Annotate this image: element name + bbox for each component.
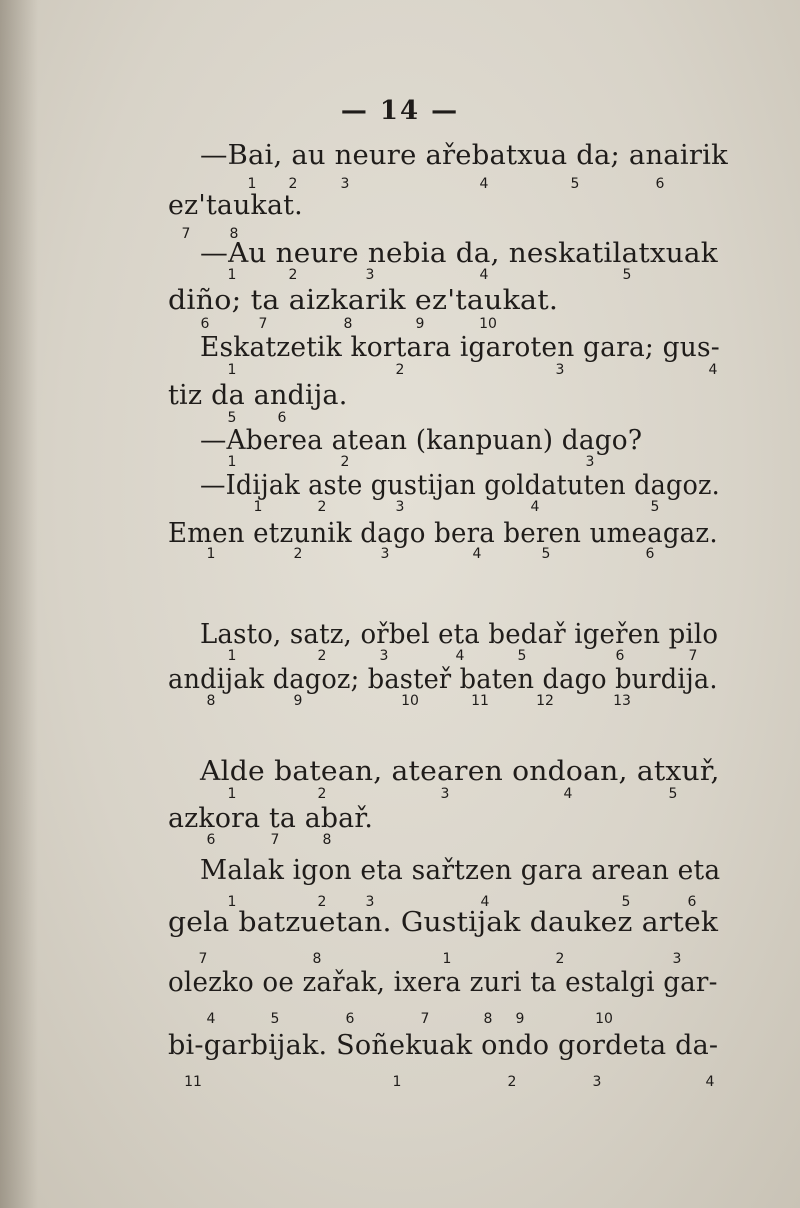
- text-line-4: diño; ta aizkarik ez'taukat.: [168, 285, 559, 316]
- word-index-number: 1: [227, 786, 237, 802]
- text-line-8: —Idijak aste gustijan goldatuten dagoz.: [200, 470, 720, 501]
- text-line-11: andijak dagoz; basteř baten dago burdija.: [168, 664, 718, 695]
- text-line-17: bi-garbijak. Soñekuak ondo gordeta da-: [168, 1030, 719, 1061]
- word-index-number: 8: [483, 1011, 493, 1027]
- word-index-number: 6: [277, 410, 287, 426]
- text-line-3: —Au neure nebia da, neskatilatxuak: [200, 238, 718, 269]
- word-index-number: 6: [345, 1011, 355, 1027]
- word-index-number: 5: [570, 176, 580, 192]
- word-index-number: 7: [181, 226, 191, 242]
- word-index-number: 2: [293, 546, 303, 562]
- text-line-14: Malak igon eta sařtzen gara arean eta: [200, 855, 721, 886]
- word-index-number: 5: [650, 499, 660, 515]
- word-index-number: 4: [455, 648, 465, 664]
- word-index-number: 8: [206, 693, 216, 709]
- word-index-number: 3: [340, 176, 350, 192]
- word-index-number: 6: [645, 546, 655, 562]
- word-index-number: 10: [479, 316, 497, 332]
- word-index-number: 8: [343, 316, 353, 332]
- text-line-6: tiz da andija.: [168, 380, 348, 411]
- word-index-number: 2: [288, 176, 298, 192]
- word-index-number: 1: [227, 648, 237, 664]
- word-index-number: 4: [480, 894, 490, 910]
- word-index-number: 2: [395, 362, 405, 378]
- word-index-number: 4: [472, 546, 482, 562]
- word-index-number: 3: [672, 951, 682, 967]
- text-line-5: Eskatzetik kortara igaroten gara; gus-: [200, 332, 720, 363]
- word-index-number: 6: [687, 894, 697, 910]
- text-line-16: olezko oe zařak, ixera zuri ta estalgi gar-: [168, 967, 718, 998]
- word-index-number: 2: [507, 1074, 517, 1090]
- word-index-number: 1: [227, 894, 237, 910]
- text-line-15: gela batzuetan. Gustijak daukez artek: [168, 907, 719, 938]
- word-index-number: 6: [206, 832, 216, 848]
- text-line-2: ez'taukat.: [168, 190, 303, 221]
- word-index-number: 7: [420, 1011, 430, 1027]
- word-index-number: 2: [317, 786, 327, 802]
- word-index-number: 7: [198, 951, 208, 967]
- word-index-number: 3: [555, 362, 565, 378]
- word-index-number: 7: [688, 648, 698, 664]
- word-index-number: 3: [365, 894, 375, 910]
- text-line-7: —Aberea atean (kanpuan) dago?: [200, 425, 643, 456]
- word-index-number: 2: [340, 454, 350, 470]
- word-index-number: 4: [206, 1011, 216, 1027]
- word-index-number: 4: [708, 362, 718, 378]
- word-index-number: 4: [705, 1074, 715, 1090]
- word-index-number: 1: [247, 176, 257, 192]
- text-line-13: azkora ta abař.: [168, 803, 374, 834]
- word-index-number: 1: [392, 1074, 402, 1090]
- word-index-number: 9: [515, 1011, 525, 1027]
- word-index-number: 9: [293, 693, 303, 709]
- word-index-number: 2: [288, 267, 298, 283]
- word-index-number: 11: [471, 693, 489, 709]
- page-number: — 14 —: [340, 96, 460, 126]
- word-index-number: 5: [517, 648, 527, 664]
- word-index-number: 13: [613, 693, 631, 709]
- word-index-number: 4: [563, 786, 573, 802]
- word-index-number: 10: [401, 693, 419, 709]
- word-index-number: 1: [442, 951, 452, 967]
- word-index-number: 5: [668, 786, 678, 802]
- word-index-number: 3: [585, 454, 595, 470]
- word-index-number: 2: [317, 648, 327, 664]
- word-index-number: 9: [415, 316, 425, 332]
- word-index-number: 1: [253, 499, 263, 515]
- word-index-number: 3: [379, 648, 389, 664]
- word-index-number: 8: [229, 226, 239, 242]
- text-line-10: Lasto, satz, ořbel eta bedař igeřen pilo: [200, 619, 719, 650]
- word-index-number: 5: [270, 1011, 280, 1027]
- word-index-number: 5: [622, 267, 632, 283]
- word-index-number: 11: [184, 1074, 202, 1090]
- word-index-number: 3: [440, 786, 450, 802]
- word-index-number: 4: [479, 267, 489, 283]
- word-index-number: 5: [227, 410, 237, 426]
- text-line-1: —Bai, au neure ařebatxua da; anairik: [200, 140, 728, 171]
- word-index-number: 2: [555, 951, 565, 967]
- word-index-number: 5: [621, 894, 631, 910]
- text-line-9: Emen etzunik dago bera beren umeagaz.: [168, 518, 718, 549]
- word-index-number: 1: [206, 546, 216, 562]
- word-index-number: 7: [258, 316, 268, 332]
- word-index-number: 6: [655, 176, 665, 192]
- word-index-number: 1: [227, 267, 237, 283]
- word-index-number: 3: [365, 267, 375, 283]
- word-index-number: 4: [479, 176, 489, 192]
- word-index-number: 3: [395, 499, 405, 515]
- word-index-number: 2: [317, 894, 327, 910]
- word-index-number: 7: [270, 832, 280, 848]
- word-index-number: 3: [380, 546, 390, 562]
- word-index-number: 8: [312, 951, 322, 967]
- word-index-number: 10: [595, 1011, 613, 1027]
- text-line-12: Alde batean, atearen ondoan, atxuř,: [200, 756, 720, 787]
- word-index-number: 6: [615, 648, 625, 664]
- word-index-number: 12: [536, 693, 554, 709]
- word-index-number: 8: [322, 832, 332, 848]
- word-index-number: 5: [541, 546, 551, 562]
- word-index-number: 1: [227, 454, 237, 470]
- word-index-number: 6: [200, 316, 210, 332]
- word-index-number: 1: [227, 362, 237, 378]
- word-index-number: 3: [592, 1074, 602, 1090]
- word-index-number: 4: [530, 499, 540, 515]
- word-index-number: 2: [317, 499, 327, 515]
